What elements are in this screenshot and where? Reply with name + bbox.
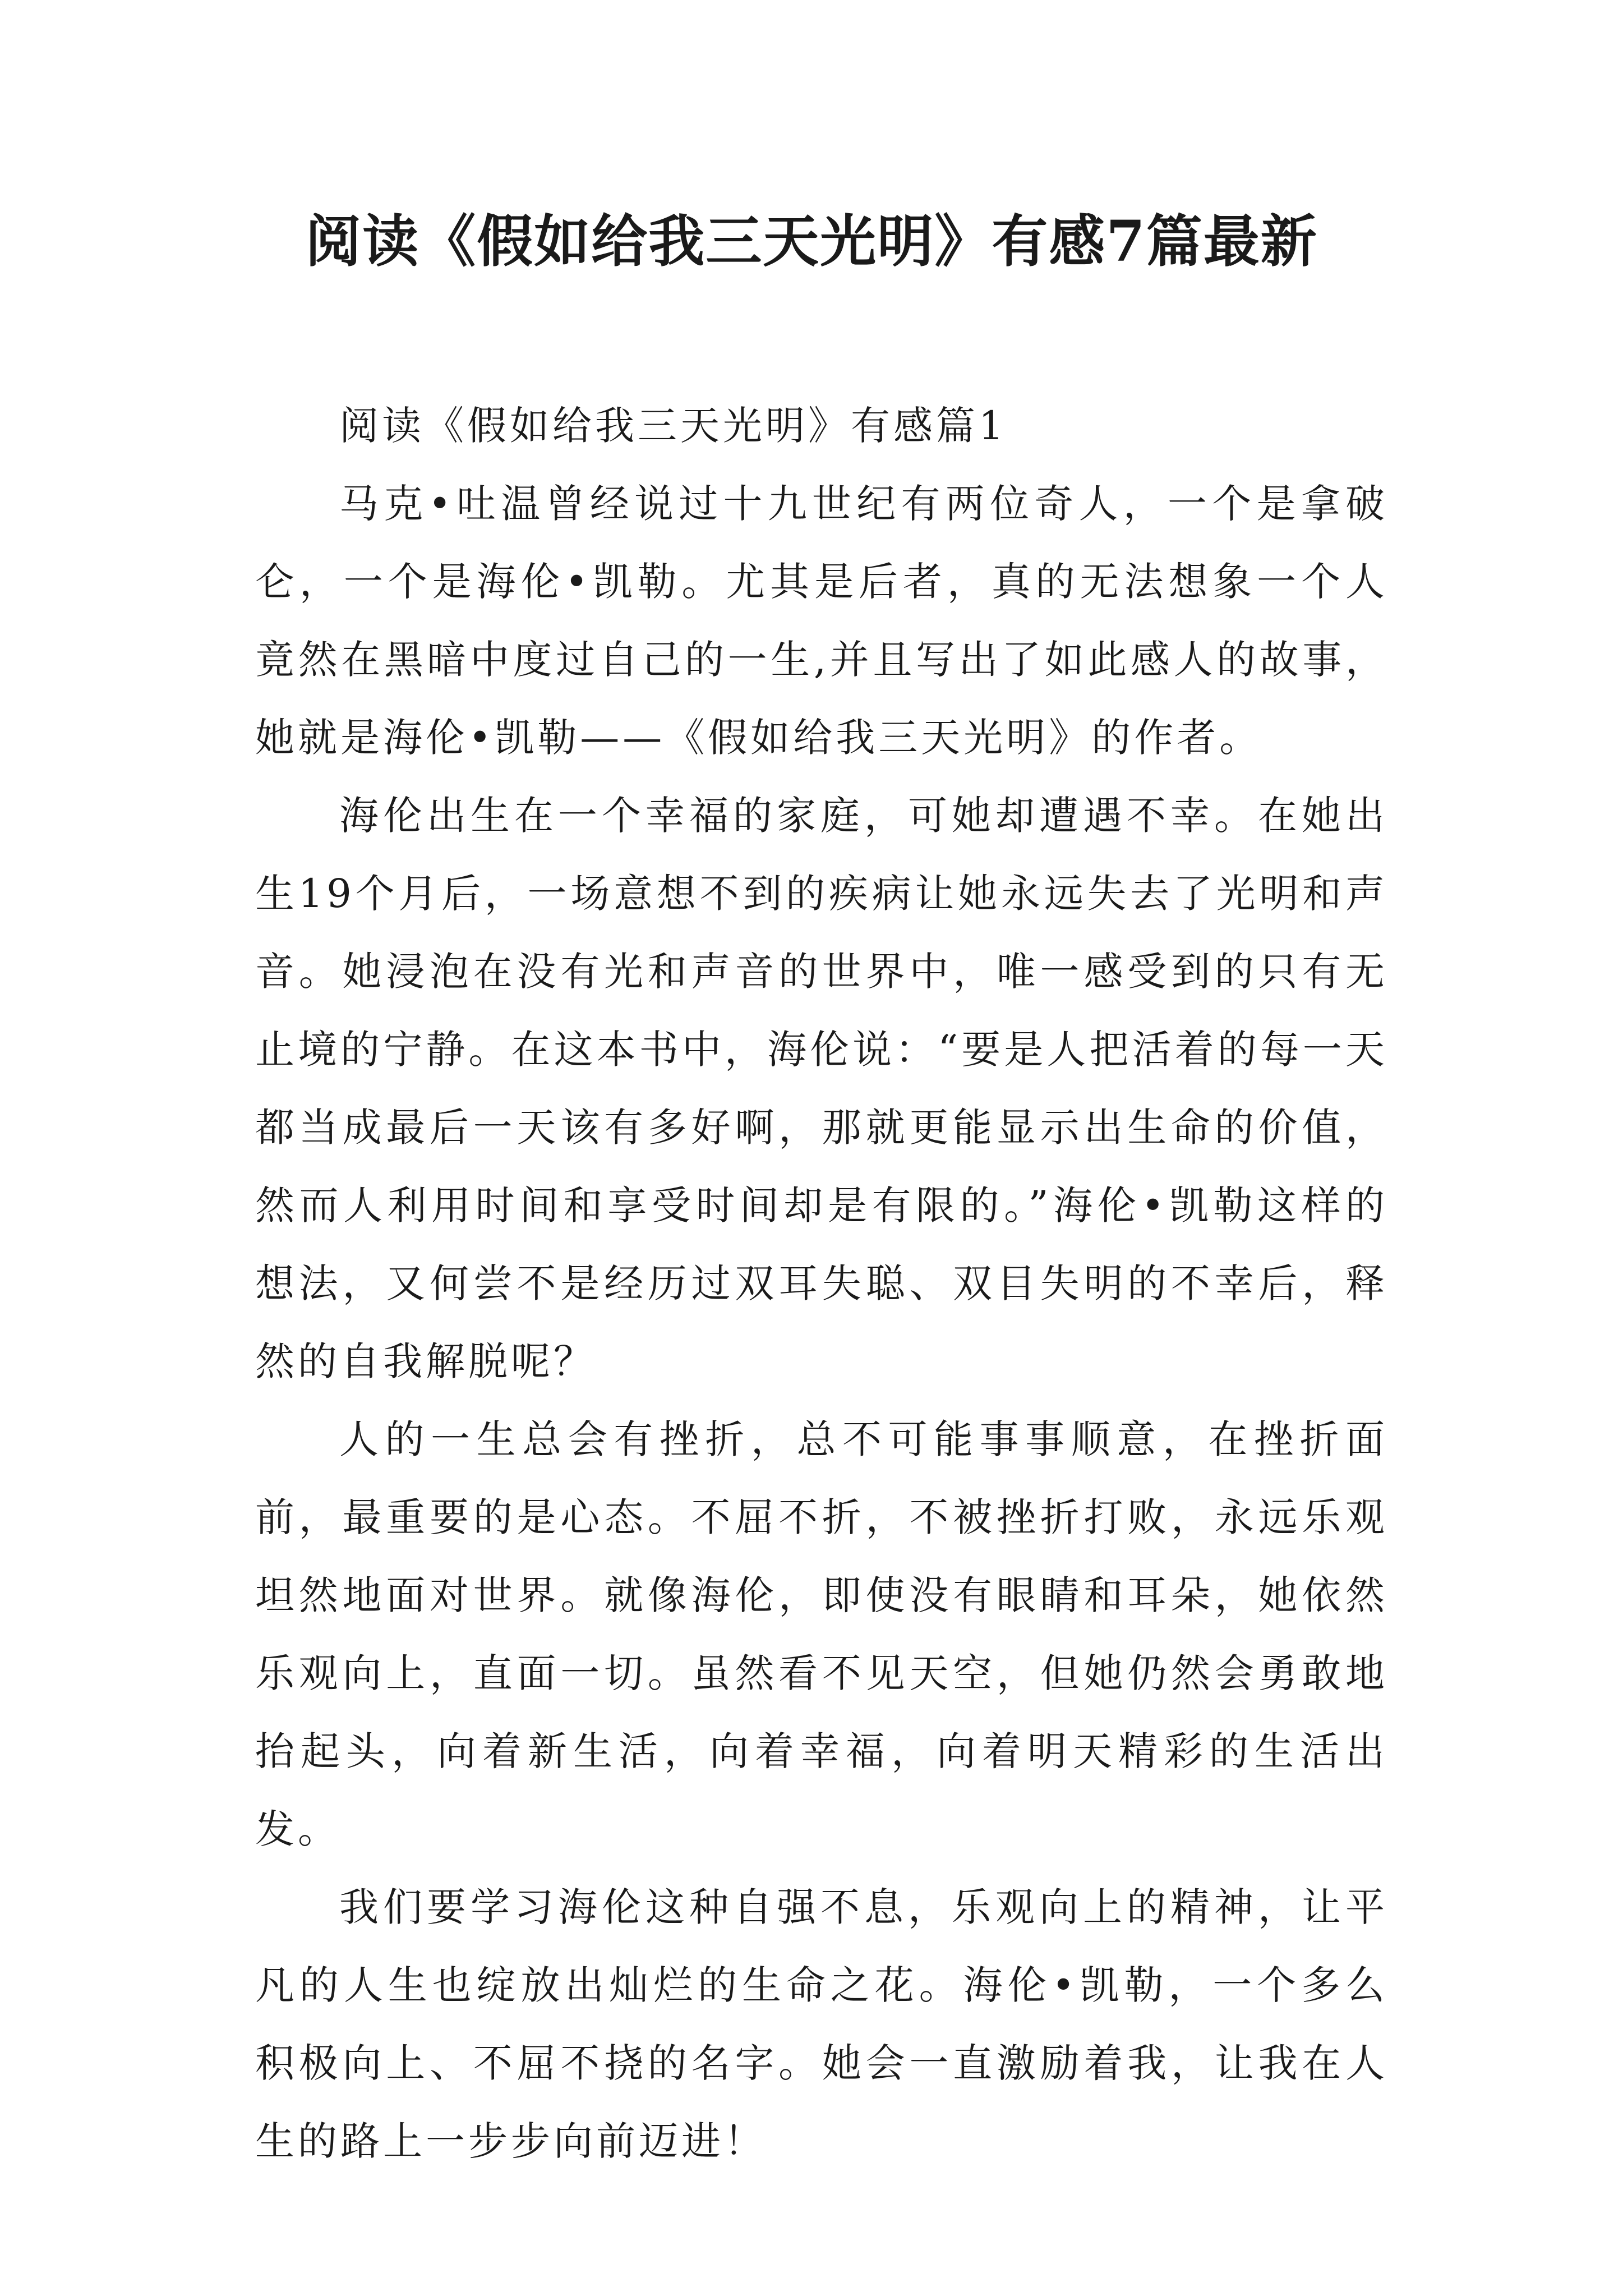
document-title: 阅读《假如给我三天光明》有感7篇最新	[305, 208, 1318, 274]
paragraph-1: 马克•吐温曾经说过十九世纪有两位奇人，一个是拿破仑，一个是海伦•凯勒。尤其是后者，真的无法想象一个人竟然在黑暗中度过自己的一生,并且写出了如此感人的故事，她就是海伦•凯勒——《假如给我三天光明》的作者。	[255, 481, 1388, 761]
paragraph-4: 我们要学习海伦这种自强不息，乐观向上的精神，让平凡的人生也绽放出灿烂的生命之花。海伦•凯勒，一个多么积极向上、不屈不挠的名字。她会一直激励着我，让我在人生的路上一步步向前迈进！	[255, 1884, 1388, 2164]
paragraph-2: 海伦出生在一个幸福的家庭，可她却遭遇不幸。在她出生19个月后，一场意想不到的疾病让她永远失去了光明和声音。她浸泡在没有光和声音的世界中，唯一感受到的只有无止境的宁静。在这本书中，海伦说：“要是人把活着的每一天都当成最后一天该有多好啊，那就更能显示出生命的价值，然而人利用时间和享受时间却是有限的。”海伦•凯勒这样的想法，又何尝不是经历过双耳失聪、双目失明的不幸后，释然的自我解脱呢？	[255, 793, 1388, 1384]
section-heading: 阅读《假如给我三天光明》有感篇1	[339, 403, 1007, 449]
document-body	[255, 387, 1388, 2180]
paragraph-3: 人的一生总会有挫折，总不可能事事顺意，在挫折面前，最重要的是心态。不屈不折，不被挫折打败，永远乐观坦然地面对世界。就像海伦，即使没有眼睛和耳朵，她依然乐观向上，直面一切。虽然看不见天空，但她仍然会勇敢地抬起头，向着新生活，向着幸福，向着明天精彩的生活出发。	[255, 1416, 1388, 1852]
